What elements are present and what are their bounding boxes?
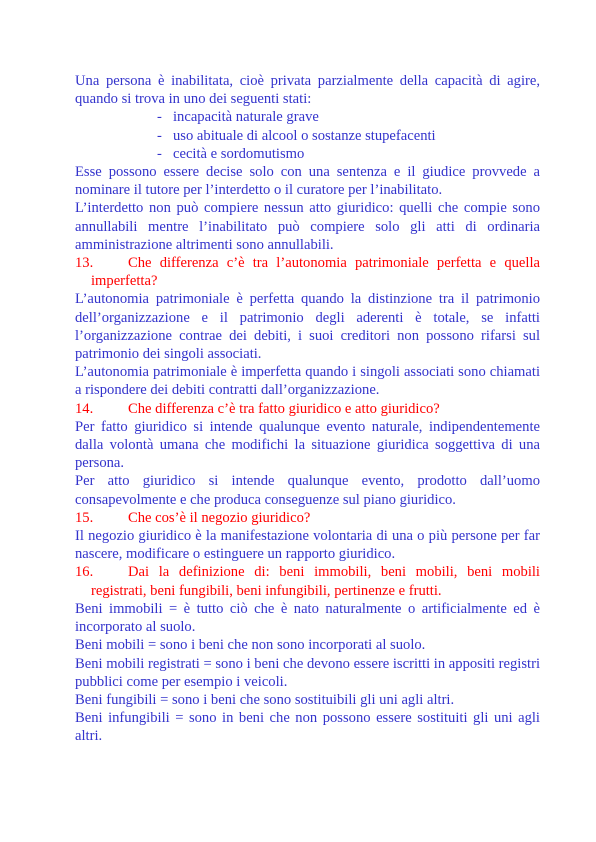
question-number: 15. (75, 509, 94, 526)
answer-paragraph: Per atto giuridico si intende qualunque evento, prodotto dall’uomo consapevolmente e che produca conseguenze sul piano giuridico. (75, 473, 540, 508)
question-number: 13. (75, 255, 94, 272)
list-item (75, 127, 540, 145)
document-page (75, 72, 540, 746)
question-text: Che differenza c’è tra fatto giuridico e atto giuridico? (128, 400, 440, 417)
question-15 (75, 509, 540, 527)
question-13 (75, 254, 540, 290)
list-item (75, 108, 540, 126)
question-16 (75, 563, 540, 599)
answer-paragraph: L’autonomia patrimoniale è imperfetta quando i singoli associati sono chiamati a rispondere dei debiti contratti dall’organizzazione. (75, 364, 540, 399)
intro-paragraph: Una persona è inabilitata, cioè privata parzialmente della capacità di agire, quando si trova in uno dei seguenti stati: (75, 73, 540, 108)
answer-paragraph: Beni mobili registrati = sono i beni che devono essere iscritti in appositi registri pubblici come per esempio i veicoli. (75, 655, 541, 690)
list-item-text: incapacità naturale grave (173, 109, 319, 126)
answer-paragraph: Il negozio giuridico è la manifestazione volontaria di una o più persone per far nascere, modificare o estinguere un rapporto giuridico. (75, 528, 540, 563)
answer-paragraph: L’autonomia patrimoniale è perfetta quando la distinzione tra il patrimonio dell’organizzazione e il patrimonio degli aderenti è totale, se infatti l’organizzazione contrae dei debiti, i suoi creditori non possono rifarsi sul patrimonio dei singoli associati. (75, 291, 540, 363)
list-dash: - (157, 145, 162, 162)
list-item-text: uso abituale di alcool o sostanze stupefacenti (173, 127, 436, 144)
list-dash: - (157, 127, 162, 144)
question-number: 14. (75, 400, 94, 417)
answer-paragraph: Beni infungibili = sono in beni che non possono essere sostituiti gli uni agli altri. (75, 710, 540, 745)
answer-paragraph: Beni immobili = è tutto ciò che è nato naturalmente o artificialmente ed è incorporato al suolo. (75, 600, 540, 636)
list-item-text: cecità e sordomutismo (173, 145, 305, 162)
question-text: Che differenza c’è tra l’autonomia patrimoniale perfetta e quella imperfetta? (91, 255, 540, 290)
list-dash: - (157, 109, 162, 126)
sentence-paragraph: Esse possono essere decise solo con una sentenza e il giudice provvede a nominare il tutore per l’interdetto o il curatore per l’inabilitato. (75, 164, 540, 199)
question-14 (75, 400, 540, 418)
answer-paragraph: Per fatto giuridico si intende qualunque evento naturale, indipendentemente dalla volontà umana che modifichi la situazione giuridica soggettiva di una persona. (75, 418, 540, 472)
interdiction-paragraph: L’interdetto non può compiere nessun atto giuridico: quelli che compie sono annullabili mentre l’inabilitato può compiere solo gli atti di ordinaria amministrazione altrimenti sono annullabili. (75, 200, 540, 253)
question-number: 16. (75, 564, 94, 581)
question-text: Che cos’è il negozio giuridico? (128, 509, 311, 526)
inability-states-list (75, 108, 540, 163)
question-text: Dai la definizione di: beni immobili, beni mobili, beni mobili registrati, beni fungibili, beni infungibili, pertinenze e frutti. (91, 564, 540, 599)
list-item (75, 145, 540, 163)
answer-paragraph: Beni fungibili = sono i beni che sono sostituibili gli uni agli altri. (75, 691, 455, 708)
answer-paragraph: Beni mobili = sono i beni che non sono incorporati al suolo. (75, 637, 426, 654)
